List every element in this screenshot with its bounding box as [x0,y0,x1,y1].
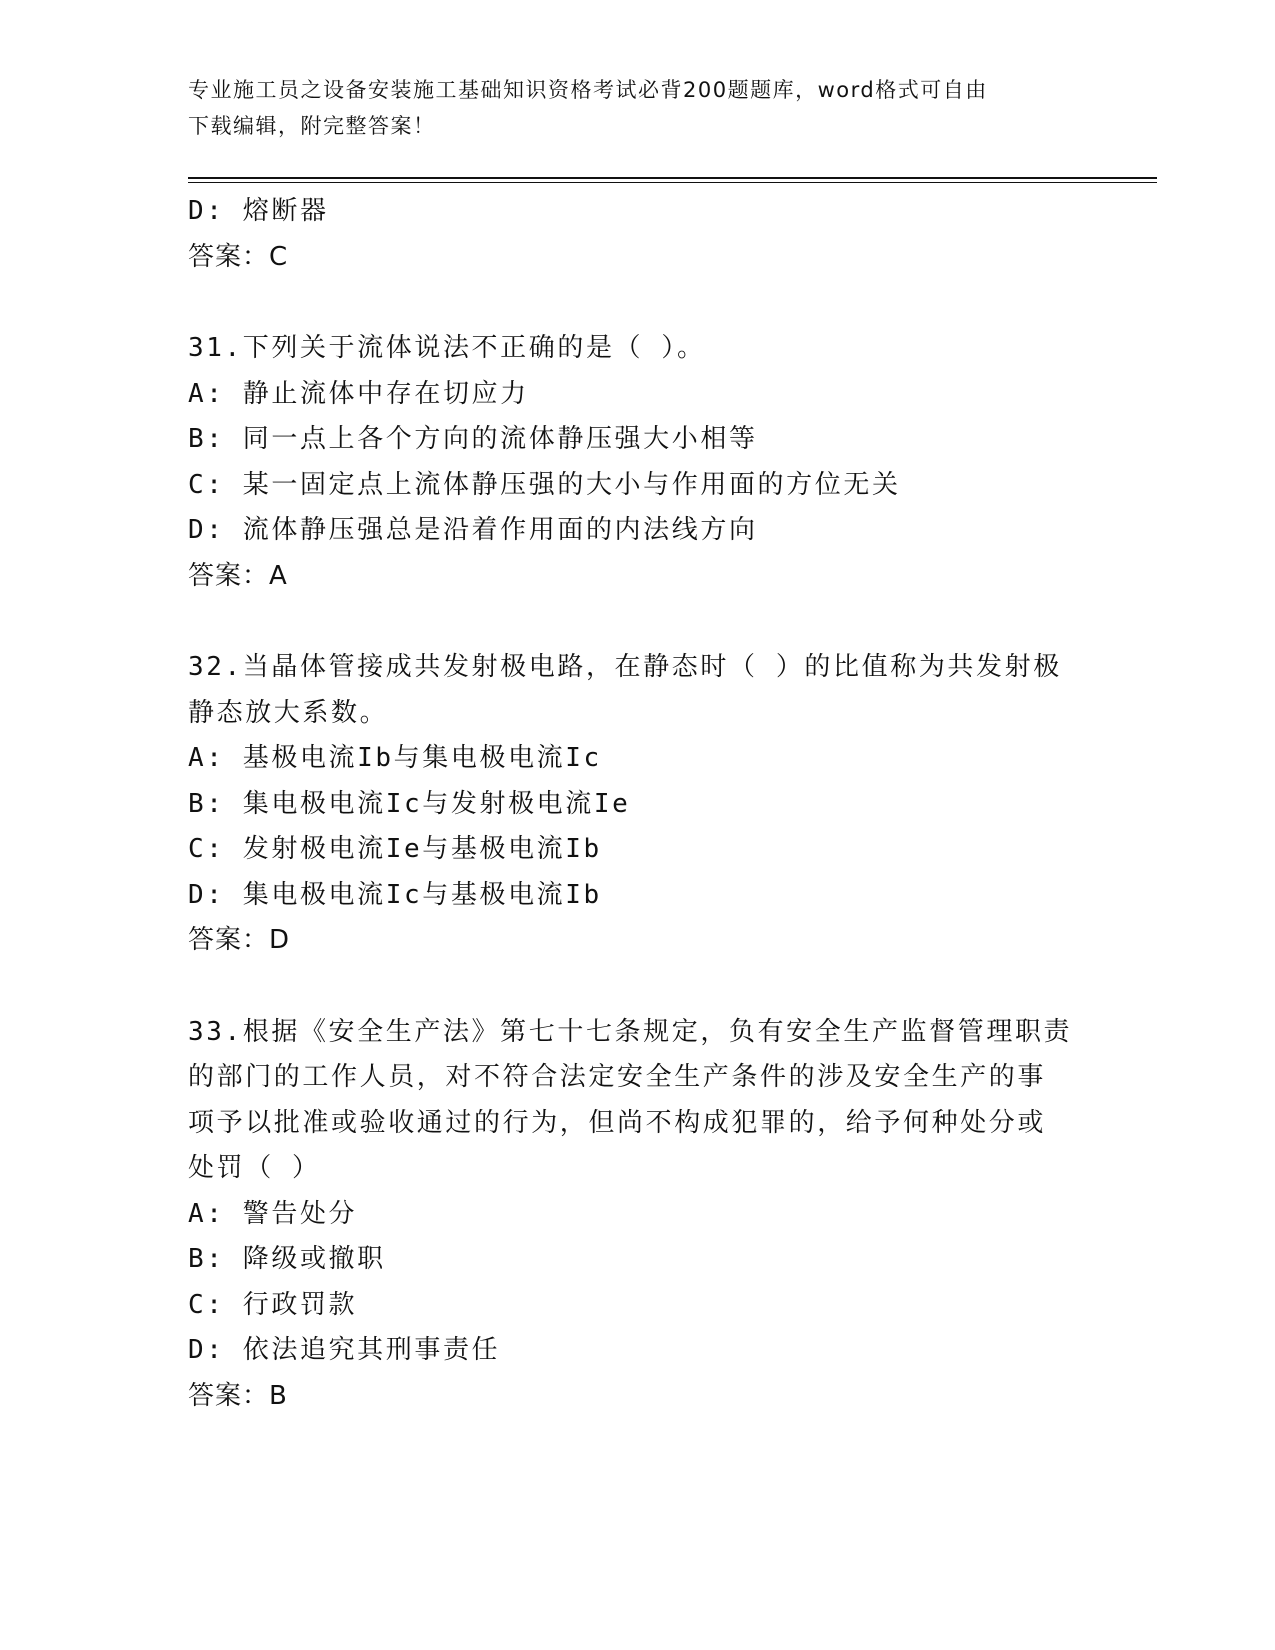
question-31 [188,326,1088,599]
option-a: A: 静止流体中存在切应力 [188,378,529,409]
option-d: D: 集电极电流Ic与基极电流Ib [188,879,602,910]
question-30-tail [188,189,1088,280]
option-c: C: 发射极电流Ie与基极电流Ib [188,834,602,864]
option-c: C: 行政罚款 [188,1289,358,1320]
question-stem-line-1: 33.根据《安全生产法》第七十七条规定，负有安全生产监督管理职责 [188,1016,1073,1047]
answer-line: 答案：A [188,560,288,591]
question-33 [188,1010,1088,1420]
question-list [188,189,1088,1419]
option-b: B: 集电极电流Ic与发射极电流Ie [188,788,631,819]
question-stem-line-1: 32.当晶体管接成共发射极电路，在静态时（ ）的比值称为共发射极 [188,652,1062,682]
option-a: A: 基极电流Ib与集电极电流Ic [188,743,602,773]
option-d: D: 依法追究其刑事责任 [188,1335,501,1365]
option-d: D: 流体静压强总是沿着作用面的内法线方向 [188,515,758,545]
header-rule-thick [188,177,1157,179]
option-a: A: 警告处分 [188,1198,358,1229]
spacer [188,280,1088,326]
question-stem-line-4: 处罚（ ） [188,1153,321,1183]
question-stem-line-2: 静态放大系数。 [188,697,389,728]
option-b: B: 降级或撤职 [188,1244,386,1274]
answer-line: 答案：D [188,925,291,955]
question-stem: 31.下列关于流体说法不正确的是（ ）。 [188,333,706,363]
spacer [188,599,1088,645]
answer-line: 答案：C [188,241,289,272]
question-stem-line-2: 的部门的工作人员，对不符合法定安全生产条件的涉及安全生产的事 [188,1062,1047,1092]
answer-line: 答案：B [188,1380,288,1411]
question-stem-line-3: 项予以批准或验收通过的行为，但尚不构成犯罪的，给予何种处分或 [188,1107,1047,1138]
option-c: C: 某一固定点上流体静压强的大小与作用面的方位无关 [188,469,901,500]
option-b: B: 同一点上各个方向的流体静压强大小相等 [188,424,758,454]
question-32 [188,645,1088,964]
option-d: D: 熔断器 [188,196,329,226]
document-header [188,72,1068,144]
header-line-1: 专业施工员之设备安装施工基础知识资格考试必背200题题库，word格式可自由 [188,78,988,102]
header-rule-thin [188,182,1157,183]
header-line-2: 下载编辑，附完整答案！ [188,114,436,138]
spacer [188,964,1088,1010]
